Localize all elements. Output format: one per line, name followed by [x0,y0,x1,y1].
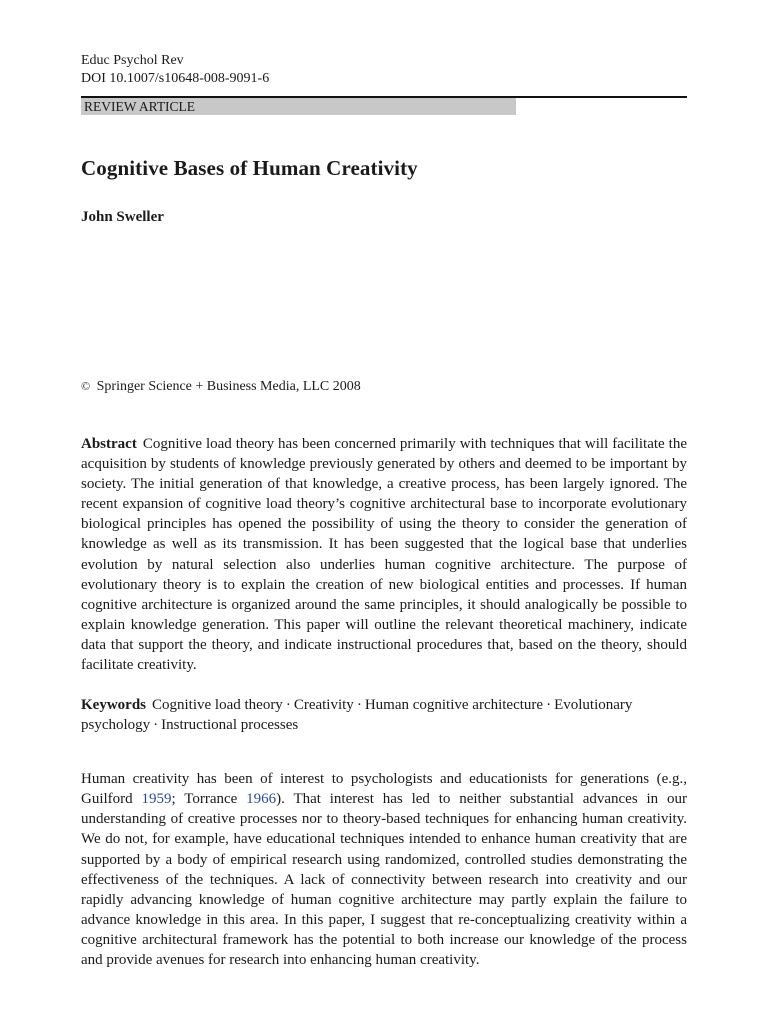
article-page [81,52,687,970]
keyword-separator: · [285,697,291,714]
intro-text-start: Human creativity has been of interest to psychologists and educationists for generations (e.g., Guilford [81,771,687,808]
copyright-line [81,377,687,396]
intro-text-end: ). That interest has led to neither substantial advances in our understanding of creative processes nor to theory-based techniques for enhancing human creativity. We do not, for example, have educational techniques intended to enhance human creativity that are supported by a body of empirical research using randomized, controlled studies demonstrating the effectiveness of the techniques. A lack of connectivity between research into creativity and our rapidly advancing knowledge of human cognitive architecture may partly explain the failure to advance knowledge in this area. In this paper, I suggest that re-conceptualizing creativity within a cognitive architectural framework has the potential to both increase our knowledge of the process and provide avenues for research into enhancing human creativity. [81,791,687,968]
article-type-banner [81,98,516,115]
citation-link-guilford[interactable]: 1959 [141,791,172,808]
keyword-item: Instructional processes [161,717,299,734]
copyright-text: Springer Science + Business Media, LLC 2008 [96,379,361,394]
intro-text-mid: ; Torrance [171,791,247,808]
abstract-label: Abstract [81,436,137,452]
keywords [81,695,687,735]
citation-link-torrance[interactable]: 1966 [246,791,277,808]
article-type-label: REVIEW ARTICLE [84,99,196,114]
keywords-label: Keywords [81,697,146,714]
doi-line: DOI 10.1007/s10648-008-9091-6 [81,71,270,86]
copyright-icon: © [81,379,91,393]
abstract [81,434,687,675]
abstract-text: Cognitive load theory has been concerned primarily with techniques that will facilitate the acquisition by students of knowledge previously generated by others and deemed to be important by society. The initial generation of that knowledge, a creative process, has been largely ignored. The recent expansion of cognitive load theory’s cognitive architectural base to incorporate evolutionary biological principles has opened the possibility of using the theory to consider the generation of knowledge as well as its transmission. It has been suggested that the logical base that underlies evolution by natural selection also underlies human cognitive architecture. The purpose of evolutionary theory is to explain the creation of new biological entities and processes. If human cognitive architecture is organized around the same principles, it should analogically be possible to explain knowledge generation. This paper will outline the relevant theoretical machinery, indicate data that support the theory, and indicate instructional procedures that, based on the theory, should facilitate creativity. [81,436,687,674]
author-name: John Sweller [81,209,164,225]
journal-name: Educ Psychol Rev [81,53,184,68]
keyword-separator: · [356,697,362,714]
keyword-item: Evolutionary psychology [81,697,633,734]
keyword-item: Human cognitive architecture [364,697,544,714]
article-title: Cognitive Bases of Human Creativity [81,156,418,180]
keyword-separator: · [546,697,552,714]
keyword-item: Creativity [293,697,354,714]
keyword-separator: · [153,717,159,734]
keyword-item: Cognitive load theory [152,697,283,714]
intro-paragraph [81,769,687,970]
